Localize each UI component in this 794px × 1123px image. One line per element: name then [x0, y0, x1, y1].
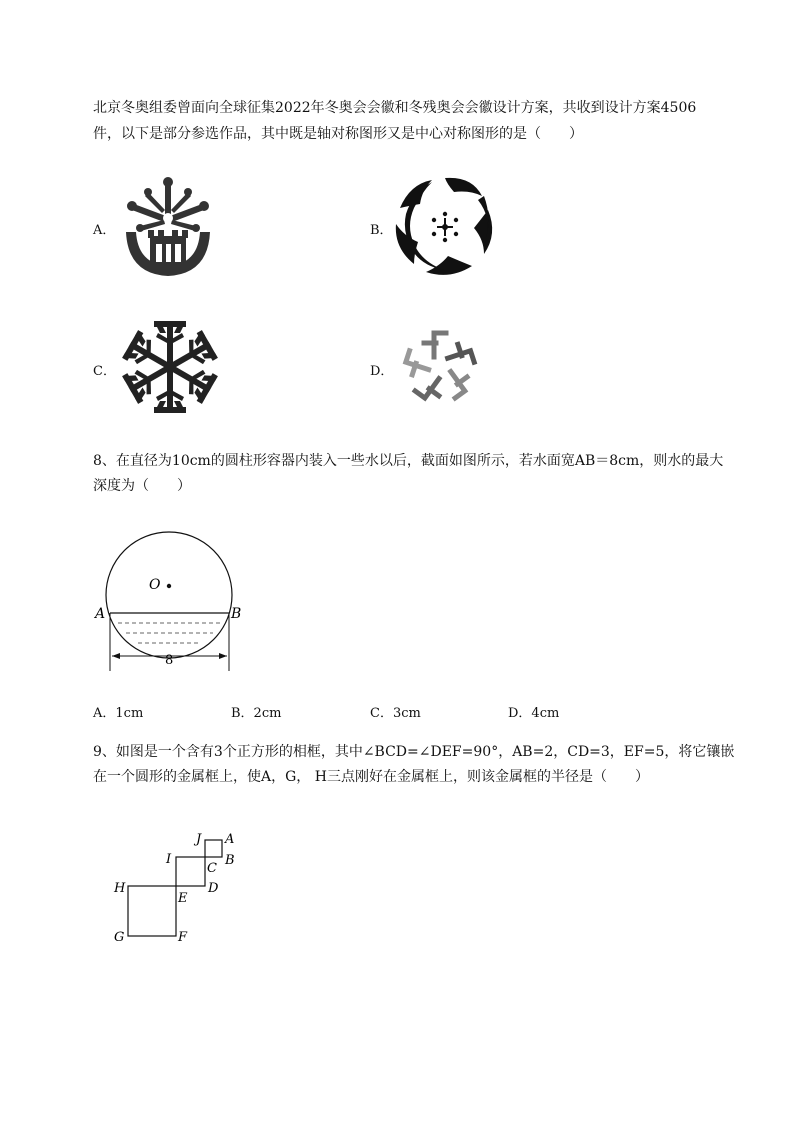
q7-option-b-label: B．: [370, 223, 393, 238]
center-point: [167, 584, 171, 588]
q7-text-line1: 北京冬奥组委曾面向全球征集2022年冬奥会会徽和冬残奥会会徽设计方案，共收到设计方案4506: [93, 100, 697, 116]
emblem-c-image: [120, 318, 220, 416]
q8-circle-figure: [90, 516, 250, 676]
emblem-d-image: [394, 322, 486, 412]
q7-option-a-label: A．: [93, 223, 116, 238]
q7-option-d-label: D．: [370, 364, 394, 379]
emblem-b-image: [392, 174, 498, 280]
label-i: I: [166, 852, 172, 867]
q9-squares-figure: [100, 826, 260, 946]
emblem-a-image: [118, 174, 218, 279]
label-d: D: [208, 881, 219, 896]
q8-choice-a: A．1cm: [93, 706, 144, 721]
small-square: [205, 840, 222, 857]
q8-text-line2: 深度为（ ）: [93, 478, 191, 494]
label-a: A: [95, 606, 106, 622]
label-o: O: [149, 577, 161, 593]
q7-text-line2: 件，以下是部分参选作品，其中既是轴对称图形又是中心对称图形的是（ ）: [93, 126, 583, 142]
container-circle: [106, 532, 232, 658]
label-width: 8: [165, 653, 174, 668]
label-a: A: [225, 832, 235, 847]
q8-choice-b: B．2cm: [231, 706, 282, 721]
label-g: G: [114, 930, 125, 945]
q8-text-line1: 8、在直径为10cm的圆柱形容器内装入一些水以后，截面如图所示，若水面宽AB＝8cm，则水的最大: [93, 453, 724, 469]
q8-choice-d: D．4cm: [508, 706, 560, 721]
label-c: C: [207, 861, 217, 876]
label-b: B: [225, 853, 235, 868]
medium-square: [176, 857, 205, 886]
label-e: E: [178, 891, 188, 906]
label-h: H: [114, 881, 126, 896]
q9-text-line2: 在一个圆形的金属框上，使A，G， H三点刚好在金属框上，则该金属框的半径是（ ）: [93, 769, 649, 785]
q7-option-c-label: C．: [93, 364, 116, 379]
q9-text-line1: 9、如图是一个含有3个正方形的相框，其中∠BCD=∠DEF=90°，AB=2，CD=3，EF=5，将它镶嵌: [93, 744, 735, 760]
q8-choice-c: C．3cm: [370, 706, 421, 721]
large-square: [128, 886, 176, 936]
label-j: J: [196, 832, 202, 847]
label-f: F: [178, 930, 188, 945]
label-b: B: [231, 606, 242, 622]
